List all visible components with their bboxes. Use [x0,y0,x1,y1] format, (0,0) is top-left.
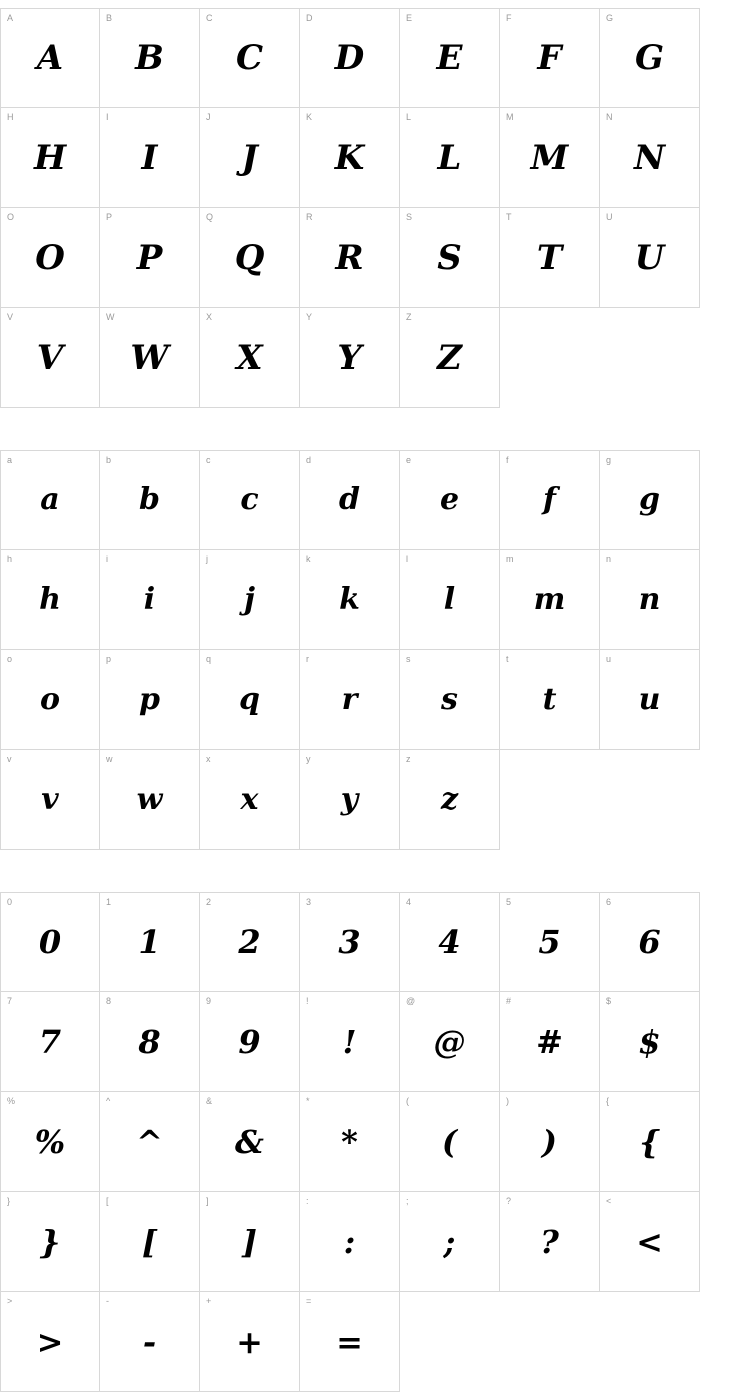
glyph-cell[interactable] [300,450,400,550]
glyph-cell[interactable] [500,892,600,992]
glyph-code-label: = [306,1296,312,1306]
glyph-cell[interactable] [100,208,200,308]
glyph-sample: o [39,681,60,717]
glyph-cell[interactable] [400,108,500,208]
charmap-section-lowercase [0,450,740,850]
glyph-code-label: N [606,112,613,122]
glyph-sample: c [240,482,259,517]
glyph-cell[interactable] [200,108,300,208]
glyph-code-label: W [106,312,115,322]
glyph-cell[interactable] [600,208,700,308]
glyph-cell[interactable] [0,208,100,308]
glyph-cell[interactable] [400,208,500,308]
glyph-sample: $ [638,1022,661,1061]
glyph-sample: : [343,1222,356,1261]
glyph-sample: z [440,781,459,817]
glyph-cell[interactable] [500,1092,600,1192]
glyph-code-label: 5 [506,897,512,907]
glyph-sample: ( [441,1122,458,1161]
glyph-cell[interactable] [0,1092,100,1192]
glyph-code-label: z [406,754,411,764]
glyph-cell[interactable] [200,308,300,408]
glyph-code-label: r [306,654,309,664]
glyph-cell[interactable] [300,308,400,408]
glyph-cell[interactable] [400,992,500,1092]
glyph-sample: 4 [438,923,461,961]
glyph-sample: ? [540,1222,559,1261]
glyph-sample: % [34,1122,66,1161]
glyph-sample: 3 [338,923,361,961]
glyph-cell[interactable] [100,892,200,992]
glyph-sample: D [334,38,365,78]
glyph-cell[interactable] [600,450,700,550]
glyph-code-label: F [506,13,512,23]
glyph-sample: E [436,38,463,78]
glyph-sample: F [537,38,562,78]
charmap-row [0,1192,740,1292]
glyph-sample: @ [433,1022,466,1061]
glyph-sample: - [142,1322,157,1361]
glyph-code-label: > [7,1296,13,1306]
glyph-sample: d [339,482,360,517]
glyph-sample: M [530,137,569,178]
glyph-cell[interactable] [500,450,600,550]
glyph-sample: 9 [238,1022,261,1061]
charmap-row [0,450,740,550]
charmap-row [0,750,740,850]
glyph-sample: r [341,681,358,717]
glyph-sample: ] [241,1222,258,1261]
glyph-cell[interactable] [200,892,300,992]
glyph-sample: 7 [38,1022,62,1061]
glyph-sample: A [36,38,64,78]
glyph-sample: 0 [38,923,62,961]
glyph-code-label: h [7,554,13,564]
glyph-code-label: @ [406,996,416,1006]
glyph-cell[interactable] [500,992,600,1092]
charmap-row [0,8,740,108]
glyph-sample: g [639,482,660,517]
charmap-row [0,650,740,750]
glyph-code-label: f [506,455,509,465]
glyph-sample: # [536,1022,563,1061]
glyph-sample: X [236,337,263,378]
glyph-sample: j [244,581,255,617]
glyph-sample: m [533,581,566,617]
glyph-code-label: ? [506,1196,512,1206]
charmap-section-uppercase [0,8,740,408]
charmap-section-digits-and-symbols [0,892,740,1392]
glyph-cell[interactable] [100,108,200,208]
glyph-sample: Z [437,337,462,378]
glyph-sample: l [443,581,456,617]
glyph-cell[interactable] [200,550,300,650]
glyph-code-label: L [406,112,412,122]
glyph-sample: i [143,581,156,617]
glyph-code-label: * [306,1096,310,1106]
charmap-row [0,208,740,308]
glyph-cell[interactable] [500,650,600,750]
glyph-cell[interactable] [200,450,300,550]
glyph-cell[interactable] [300,108,400,208]
glyph-cell[interactable] [600,892,700,992]
glyph-code-label: G [606,13,614,23]
glyph-cell[interactable] [300,1092,400,1192]
glyph-code-label: R [306,212,313,222]
glyph-sample: } [39,1222,61,1261]
glyph-sample: T [536,237,563,278]
glyph-cell[interactable] [500,1192,600,1292]
glyph-code-label: p [106,654,112,664]
glyph-code-label: & [206,1096,213,1106]
glyph-sample: Q [234,237,265,278]
glyph-cell[interactable] [400,650,500,750]
glyph-code-label: m [506,554,514,564]
glyph-cell[interactable] [600,550,700,650]
glyph-sample: H [33,137,67,178]
glyph-code-label: 3 [306,897,312,907]
glyph-code-label: 0 [7,897,13,907]
glyph-code-label: v [7,754,12,764]
glyph-cell[interactable] [200,1192,300,1292]
glyph-sample: K [334,137,365,178]
glyph-sample: I [141,137,158,178]
glyph-code-label: T [506,212,512,222]
glyph-code-label: g [606,455,612,465]
glyph-sample: e [439,482,460,517]
glyph-code-label: < [606,1196,612,1206]
glyph-cell[interactable] [0,550,100,650]
glyph-sample: 2 [238,923,261,961]
glyph-code-label: [ [106,1196,109,1206]
glyph-sample: x [240,781,259,817]
glyph-cell[interactable] [600,992,700,1092]
glyph-code-label: : [306,1196,309,1206]
glyph-code-label: S [406,212,413,222]
glyph-code-label: ( [406,1096,409,1106]
glyph-code-label: M [506,112,514,122]
glyph-cell[interactable] [400,8,500,108]
glyph-code-label: 7 [7,996,13,1006]
glyph-code-label: H [7,112,14,122]
glyph-code-label: 1 [106,897,112,907]
glyph-code-label: s [406,654,411,664]
glyph-code-label: V [7,312,14,322]
glyph-cell[interactable] [200,1092,300,1192]
glyph-cell[interactable] [600,1192,700,1292]
glyph-sample: L [437,137,462,178]
glyph-code-label: t [506,654,509,664]
glyph-cell[interactable] [600,8,700,108]
glyph-cell[interactable] [300,550,400,650]
glyph-code-label: x [206,754,211,764]
glyph-sample: V [36,337,64,378]
glyph-code-label: X [206,312,213,322]
glyph-sample: 5 [538,923,561,961]
glyph-code-label: B [106,13,113,23]
charmap-row [0,1292,740,1392]
glyph-code-label: C [206,13,213,23]
glyph-code-label: b [106,455,112,465]
glyph-code-label: l [406,554,408,564]
glyph-sample: p [139,681,160,717]
glyph-sample: 6 [638,923,661,961]
glyph-cell[interactable] [0,892,100,992]
glyph-cell[interactable] [400,450,500,550]
glyph-sample: R [335,237,364,278]
glyph-code-label: ] [206,1196,209,1206]
glyph-sample: a [40,482,60,517]
glyph-sample: v [41,781,59,817]
glyph-code-label: Q [206,212,214,222]
glyph-code-label: J [206,112,211,122]
glyph-cell[interactable] [300,992,400,1092]
glyph-sample: s [441,681,458,717]
glyph-code-label: a [7,455,13,465]
glyph-cell[interactable] [400,550,500,650]
glyph-code-label: q [206,654,212,664]
glyph-cell[interactable] [100,308,200,408]
glyph-code-label: k [306,554,311,564]
glyph-cell[interactable] [0,450,100,550]
glyph-sample: u [638,681,661,717]
glyph-cell[interactable] [400,308,500,408]
glyph-sample: S [437,237,462,278]
glyph-sample: 1 [138,923,161,961]
glyph-code-label: ) [506,1096,509,1106]
glyph-code-label: { [606,1096,610,1106]
glyph-sample: w [136,781,163,817]
glyph-sample: n [638,581,661,617]
glyph-code-label: Y [306,312,313,322]
glyph-cell[interactable] [500,108,600,208]
glyph-sample: h [39,581,61,617]
glyph-code-label: 4 [406,897,412,907]
glyph-cell[interactable] [200,1292,300,1392]
glyph-sample: q [239,681,260,717]
glyph-cell[interactable] [300,1192,400,1292]
glyph-code-label: o [7,654,13,664]
glyph-code-label: I [106,112,109,122]
glyph-sample: [ [141,1222,158,1261]
glyph-cell[interactable] [300,208,400,308]
glyph-code-label: c [206,455,211,465]
glyph-cell[interactable] [100,750,200,850]
glyph-cell[interactable] [600,108,700,208]
glyph-code-label: ; [406,1196,409,1206]
charmap-row [0,108,740,208]
glyph-cell[interactable] [0,8,100,108]
glyph-sample: & [235,1122,264,1161]
glyph-cell[interactable] [100,650,200,750]
glyph-cell[interactable] [100,992,200,1092]
glyph-cell[interactable] [500,550,600,650]
glyph-sample: t [542,681,557,717]
glyph-sample: C [235,38,264,78]
glyph-code-label: O [7,212,15,222]
glyph-code-label: P [106,212,113,222]
glyph-code-label: + [206,1296,212,1306]
glyph-code-label: w [106,754,113,764]
glyph-cell[interactable] [0,1292,100,1392]
glyph-code-label: E [406,13,413,23]
glyph-sample: + [236,1322,263,1361]
glyph-sample: W [130,337,169,378]
glyph-cell[interactable] [100,1292,200,1392]
glyph-cell[interactable] [200,208,300,308]
glyph-code-label: e [406,455,412,465]
glyph-sample: * [341,1122,358,1161]
charmap-row [0,992,740,1092]
glyph-cell[interactable] [0,1192,100,1292]
glyph-cell[interactable] [0,308,100,408]
glyph-sample: > [36,1322,64,1361]
glyph-cell[interactable] [200,650,300,750]
glyph-cell[interactable] [300,650,400,750]
charmap-row [0,308,740,408]
glyph-cell[interactable] [600,650,700,750]
glyph-sample: b [139,482,160,517]
glyph-sample: f [543,482,556,517]
glyph-cell[interactable] [0,750,100,850]
glyph-cell[interactable] [100,1092,200,1192]
glyph-cell[interactable] [300,892,400,992]
glyph-sample: ) [541,1122,558,1161]
glyph-cell[interactable] [400,1192,500,1292]
charmap-row [0,550,740,650]
glyph-sample: 8 [138,1022,161,1061]
glyph-code-label: i [106,554,108,564]
glyph-cell[interactable] [300,1292,400,1392]
glyph-code-label: u [606,654,612,664]
glyph-code-label: 9 [206,996,212,1006]
glyph-cell[interactable] [200,992,300,1092]
glyph-code-label: Z [406,312,412,322]
glyph-code-label: K [306,112,313,122]
charmap-row [0,1092,740,1192]
glyph-sample: ; [443,1222,456,1261]
glyph-cell[interactable] [200,750,300,850]
glyph-code-label: % [7,1096,16,1106]
glyph-sample: N [633,137,666,178]
glyph-cell[interactable] [300,8,400,108]
glyph-code-label: U [606,212,613,222]
glyph-cell[interactable] [100,550,200,650]
glyph-code-label: n [606,554,612,564]
glyph-sample: y [340,781,359,817]
glyph-cell[interactable] [200,8,300,108]
glyph-sample: ^ [136,1122,163,1161]
glyph-code-label: y [306,754,311,764]
glyph-sample: ! [342,1022,357,1061]
glyph-code-label: ^ [106,1096,111,1106]
glyph-sample: U [634,237,665,278]
glyph-code-label: D [306,13,313,23]
glyph-cell[interactable] [600,1092,700,1192]
character-map-sections [0,8,740,1392]
glyph-cell[interactable] [100,450,200,550]
glyph-cell[interactable] [0,108,100,208]
glyph-code-label: # [506,996,512,1006]
glyph-code-label: j [206,554,208,564]
glyph-cell[interactable] [100,1192,200,1292]
glyph-code-label: - [106,1296,109,1306]
glyph-code-label: $ [606,996,612,1006]
glyph-cell[interactable] [400,1092,500,1192]
glyph-code-label: ! [306,996,309,1006]
glyph-code-label: A [7,13,14,23]
glyph-cell[interactable] [500,208,600,308]
glyph-code-label: } [7,1196,11,1206]
glyph-code-label: 2 [206,897,212,907]
glyph-sample: J [241,137,258,178]
glyph-cell[interactable] [0,992,100,1092]
glyph-sample: { [639,1122,660,1161]
glyph-code-label: 6 [606,897,612,907]
glyph-cell[interactable] [500,8,600,108]
glyph-sample: G [634,38,665,78]
glyph-cell[interactable] [400,750,500,850]
glyph-sample: = [336,1322,363,1361]
glyph-sample: P [136,237,163,278]
glyph-code-label: 8 [106,996,112,1006]
glyph-sample: O [35,237,65,278]
charmap-row [0,892,740,992]
glyph-cell[interactable] [0,650,100,750]
glyph-cell[interactable] [400,892,500,992]
glyph-cell[interactable] [100,8,200,108]
glyph-sample: k [339,581,360,617]
glyph-sample: < [636,1222,663,1261]
glyph-code-label: d [306,455,312,465]
glyph-sample: Y [337,337,362,378]
glyph-sample: B [135,38,164,78]
glyph-cell[interactable] [300,750,400,850]
